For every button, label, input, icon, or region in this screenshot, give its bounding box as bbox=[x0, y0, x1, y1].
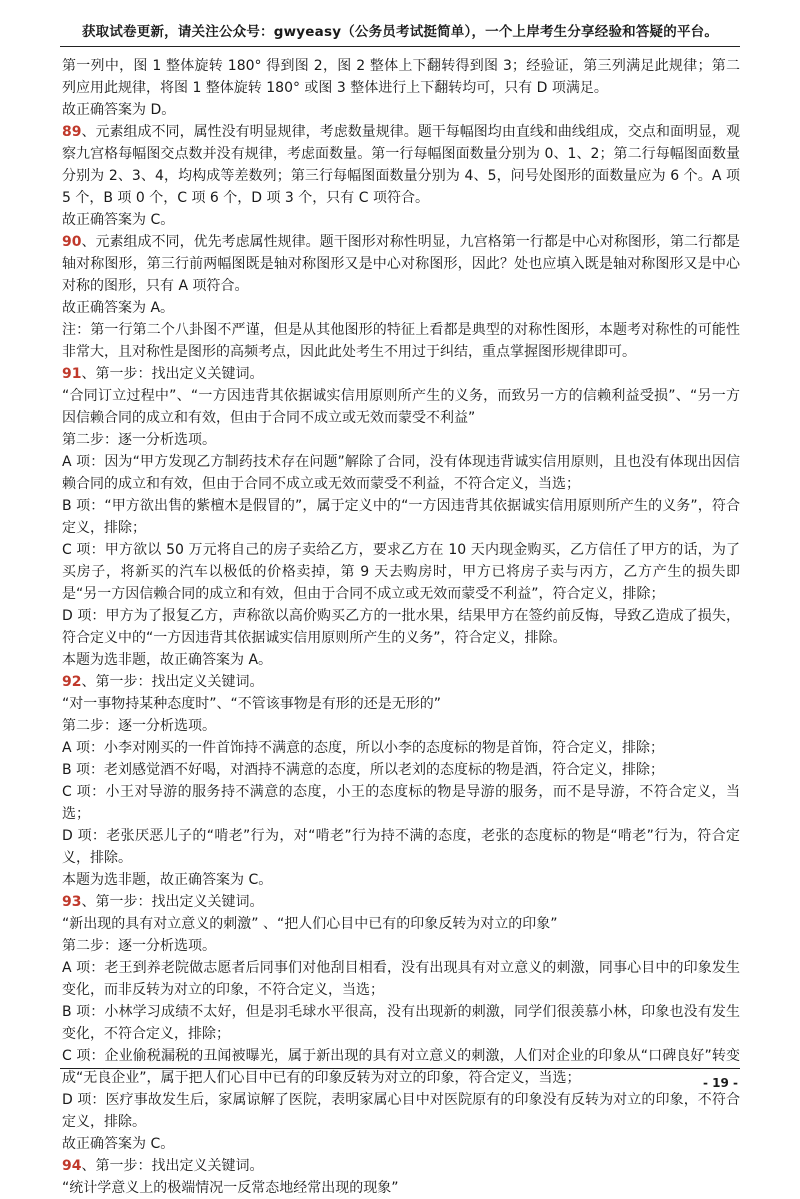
paragraph bbox=[62, 539, 740, 605]
paragraph bbox=[62, 913, 740, 935]
question-number: 92 bbox=[62, 674, 82, 690]
paragraph-text: A 项：小李对刚买的一件首饰持不满意的态度，所以小李的态度标的物是首饰，符合定义，排除； bbox=[62, 740, 665, 756]
paragraph-text: A 项：因为“甲方发现乙方制药技术存在问题”解除了合同，没有体现违背诚实信用原则，且也没有体现出因信赖合同的成立和有效，但由于合同不成立或无效而蒙受不利益，不符合定义，当选； bbox=[62, 454, 740, 492]
paragraph bbox=[62, 451, 740, 495]
question-number: 90 bbox=[62, 234, 82, 250]
paragraph-text: 、第一步：找出定义关键词。 bbox=[81, 366, 264, 382]
paragraph bbox=[62, 737, 740, 759]
paragraph-text: 、第一步：找出定义关键词。 bbox=[81, 894, 264, 910]
paragraph bbox=[62, 781, 740, 825]
question-explanation bbox=[62, 1155, 740, 1177]
question-explanation bbox=[62, 891, 740, 913]
paragraph-text: A 项：老王到养老院做志愿者后同事们对他刮目相看，没有出现具有对立意义的刺激，同事心目中的印象发生变化，而非反转为对立的印象，不符合定义，当选； bbox=[62, 960, 740, 998]
paragraph-text: “新出现的具有对立意义的刺激” 、“把人们心目中已有的印象反转为对立的印象” bbox=[62, 916, 558, 932]
paragraph-text: B 项：小林学习成绩不太好，但是羽毛球水平很高，没有出现新的刺激，同学们很羡慕小林，印象也没有发生变化，不符合定义，排除； bbox=[62, 1004, 740, 1042]
paragraph-text: 故正确答案为 C。 bbox=[62, 1136, 175, 1152]
paragraph bbox=[62, 297, 740, 319]
question-number: 93 bbox=[62, 894, 82, 910]
paragraph bbox=[62, 649, 740, 671]
paragraph-text: 第二步：逐一分析选项。 bbox=[62, 718, 216, 734]
paragraph bbox=[62, 1133, 740, 1155]
paragraph bbox=[62, 495, 740, 539]
paragraph-text: “对一事物持某种态度时”、“不管该事物是有形的还是无形的” bbox=[62, 696, 442, 712]
paragraph-text: C 项：企业偷税漏税的丑闻被曝光，属于新出现的具有对立意义的刺激，人们对企业的印象从“口碑良好”转变成“无良企业”，属于把人们心目中已有的印象反转为对立的印象，符合定义，当选； bbox=[62, 1048, 740, 1086]
question-number: 94 bbox=[62, 1158, 82, 1174]
paragraph bbox=[62, 935, 740, 957]
paragraph bbox=[62, 99, 740, 121]
paragraph-text: “统计学意义上的极端情况一反常态地经常出现的现象” bbox=[62, 1180, 399, 1196]
paragraph-text: D 项：医疗事故发生后，家属谅解了医院，表明家属心目中对医院原有的印象没有反转为对立的印象，不符合定义，排除。 bbox=[62, 1092, 740, 1130]
question-explanation bbox=[62, 121, 740, 209]
paragraph bbox=[62, 319, 740, 363]
paragraph bbox=[62, 957, 740, 1001]
paragraph-text: 第二步：逐一分析选项。 bbox=[62, 432, 216, 448]
question-explanation bbox=[62, 671, 740, 693]
paragraph-text: 、元素组成不同，优先考虑属性规律。题干图形对称性明显，九宫格第一行都是中心对称图形，第二行都是轴对称图形，第三行前两幅图既是轴对称图形又是中心对称图形，因此？处也应填入既是轴对称图形又是中心对称的图形，只有 A 项符合。 bbox=[62, 234, 740, 294]
paragraph bbox=[62, 429, 740, 451]
paragraph-text: “合同订立过程中”、“一方因违背其依据诚实信用原则所产生的义务，而致另一方的信赖利益受损”、“另一方因信赖合同的成立和有效，但由于合同不成立或无效而蒙受不利益” bbox=[62, 388, 740, 426]
paragraph bbox=[62, 1177, 740, 1199]
paragraph-text: 、第一步：找出定义关键词。 bbox=[81, 674, 264, 690]
paragraph bbox=[62, 1045, 740, 1089]
paragraph-text: 、元素组成不同，属性没有明显规律，考虑数量规律。题干每幅图均由直线和曲线组成，交点和面明显，观察九宫格每幅图交点数并没有规律，考虑面数量。第一行每幅图面数量分别为 0、1、2；第二行每幅图面数量分别为 2、3、4，均构成等差数列；第三行每幅图面数量分别为 4、5，问号处图形的面数量应为 6 个。A 项 5 个，B 项 0 个，C 项 6 个，D 项 3 个，只有 C 项符合。 bbox=[62, 124, 740, 206]
paragraph bbox=[62, 385, 740, 429]
question-explanation bbox=[62, 231, 740, 297]
paragraph-text: 本题为选非题，故正确答案为 C。 bbox=[62, 872, 273, 888]
paragraph bbox=[62, 1001, 740, 1045]
question-number: 91 bbox=[62, 366, 82, 382]
paragraph-text: C 项：甲方欲以 50 万元将自己的房子卖给乙方，要求乙方在 10 天内现金购买，乙方信任了甲方的话，为了买房子，将新买的汽车以极低的价格卖掉，第 9 天去购房时，甲方已将房子卖与丙方，乙方产生的损失即是“另一方因信赖合同的成立和有效，但由于合同不成立或无效而蒙受不利益”，符合定义，排除； bbox=[62, 542, 740, 602]
paragraph-text: 本题为选非题，故正确答案为 A。 bbox=[62, 652, 273, 668]
paragraph bbox=[62, 715, 740, 737]
page-content bbox=[62, 55, 740, 1199]
paragraph-text: 注：第一行第二个八卦图不严谨，但是从其他图形的特征上看都是典型的对称性图形，本题考对称性的可能性非常大，且对称性是图形的高频考点，因此此处考生不用过于纠结，重点掌握图形规律即可。 bbox=[62, 322, 740, 360]
question-number: 89 bbox=[62, 124, 82, 140]
question-explanation bbox=[62, 363, 740, 385]
paragraph bbox=[62, 605, 740, 649]
paragraph bbox=[62, 825, 740, 869]
paragraph bbox=[62, 869, 740, 891]
paragraph bbox=[62, 1089, 740, 1133]
footer-divider bbox=[60, 1068, 740, 1069]
paragraph bbox=[62, 759, 740, 781]
paragraph-text: 故正确答案为 A。 bbox=[62, 300, 175, 316]
header-divider bbox=[60, 46, 740, 47]
paragraph-text: D 项：甲方为了报复乙方，声称欲以高价购买乙方的一批水果，结果甲方在签约前反悔，导致乙造成了损失，符合定义中的“一方因违背其依据诚实信用原则所产生的义务”，符合定义，排除。 bbox=[62, 608, 740, 646]
paragraph-text: D 项：老张厌恶儿子的“啃老”行为，对“啃老”行为持不满的态度，老张的态度标的物是“啃老”行为，符合定义，排除。 bbox=[62, 828, 740, 866]
paragraph-text: 、第一步：找出定义关键词。 bbox=[81, 1158, 264, 1174]
paragraph-text: 第二步：逐一分析选项。 bbox=[62, 938, 216, 954]
paragraph-text: B 项：“甲方欲出售的紫檀木是假冒的”，属于定义中的“一方因违背其依据诚实信用原则所产生的义务”，符合定义，排除； bbox=[62, 498, 740, 536]
paragraph bbox=[62, 209, 740, 231]
page-number: - 19 - bbox=[702, 1076, 738, 1090]
paragraph bbox=[62, 693, 740, 715]
paragraph-text: 故正确答案为 C。 bbox=[62, 212, 175, 228]
paragraph-text: C 项：小王对导游的服务持不满意的态度，小王的态度标的物是导游的服务，而不是导游，不符合定义，当选； bbox=[62, 784, 740, 822]
paragraph-text: 第一列中，图 1 整体旋转 180° 得到图 2，图 2 整体上下翻转得到图 3；经验证，第三列满足此规律；第二列应用此规律，将图 1 整体旋转 180° 或图 3 整体进行上下翻转均可，只有 D 项满足。 bbox=[62, 58, 740, 96]
page-header: 获取试卷更新，请关注公众号：gwyeasy（公务员考试挺简单），一个上岸考生分享经验和答疑的平台。 bbox=[81, 24, 719, 40]
paragraph-text: B 项：老刘感觉酒不好喝，对酒持不满意的态度，所以老刘的态度标的物是酒，符合定义，排除； bbox=[62, 762, 665, 778]
paragraph-text: 故正确答案为 D。 bbox=[62, 102, 176, 118]
paragraph bbox=[62, 55, 740, 99]
